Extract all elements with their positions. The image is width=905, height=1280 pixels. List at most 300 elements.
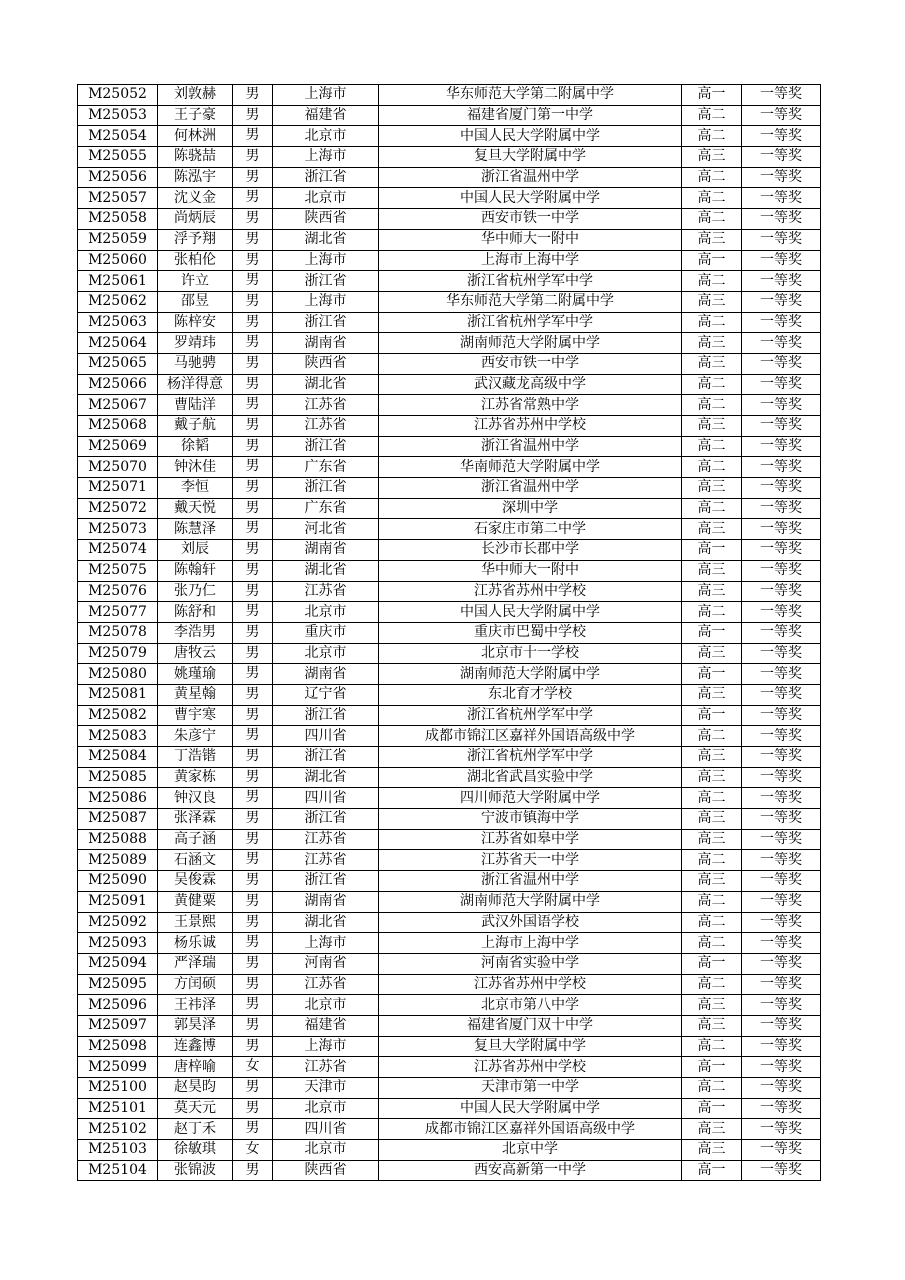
grade-cell: 高二 [682,850,742,871]
province-cell: 北京市 [273,126,379,147]
student-name-cell: 张乃仁 [158,581,233,602]
table-row [78,1057,821,1078]
table-row [78,374,821,395]
award-cell: 一等奖 [742,540,821,561]
gender-cell: 男 [233,581,273,602]
award-cell: 一等奖 [742,1119,821,1140]
gender-cell: 男 [233,291,273,312]
grade-cell: 高三 [682,1015,742,1036]
contestant-id-cell: M25098 [78,1036,158,1057]
grade-cell: 高一 [682,1098,742,1119]
table-row [78,291,821,312]
province-cell: 江苏省 [273,416,379,437]
award-cell: 一等奖 [742,105,821,126]
student-name-cell: 陈骁喆 [158,147,233,168]
province-cell: 辽宁省 [273,684,379,705]
student-name-cell: 石涵文 [158,850,233,871]
award-cell: 一等奖 [742,622,821,643]
award-cell: 一等奖 [742,353,821,374]
school-cell: 西安高新第一中学 [379,1160,682,1181]
province-cell: 广东省 [273,457,379,478]
province-cell: 江苏省 [273,850,379,871]
table-row [78,705,821,726]
award-cell: 一等奖 [742,560,821,581]
student-name-cell: 莫天元 [158,1098,233,1119]
student-name-cell: 陈泓宇 [158,167,233,188]
award-cell: 一等奖 [742,209,821,230]
contestant-id-cell: M25082 [78,705,158,726]
contestant-id-cell: M25073 [78,519,158,540]
province-cell: 河北省 [273,519,379,540]
gender-cell: 男 [233,643,273,664]
student-name-cell: 唐牧云 [158,643,233,664]
award-cell: 一等奖 [742,850,821,871]
award-cell: 一等奖 [742,809,821,830]
contestant-id-cell: M25094 [78,953,158,974]
school-cell: 江苏省苏州中学校 [379,1057,682,1078]
student-name-cell: 赵昊昀 [158,1078,233,1099]
table-row [78,478,821,499]
school-cell: 西安市铁一中学 [379,209,682,230]
gender-cell: 男 [233,250,273,271]
gender-cell: 男 [233,705,273,726]
province-cell: 江苏省 [273,829,379,850]
school-cell: 湖北省武昌实验中学 [379,767,682,788]
gender-cell: 男 [233,767,273,788]
school-cell: 西安市铁一中学 [379,353,682,374]
table-row [78,912,821,933]
award-cell: 一等奖 [742,291,821,312]
award-cell: 一等奖 [742,333,821,354]
contestant-id-cell: M25086 [78,788,158,809]
contestant-id-cell: M25061 [78,271,158,292]
school-cell: 重庆市巴蜀中学校 [379,622,682,643]
table-row [78,519,821,540]
gender-cell: 男 [233,478,273,499]
table-row [78,1140,821,1161]
province-cell: 重庆市 [273,622,379,643]
grade-cell: 高三 [682,291,742,312]
table-row [78,933,821,954]
school-cell: 成都市锦江区嘉祥外国语高级中学 [379,726,682,747]
table-row [78,850,821,871]
grade-cell: 高一 [682,1160,742,1181]
province-cell: 江苏省 [273,581,379,602]
school-cell: 北京市十一学校 [379,643,682,664]
gender-cell: 男 [233,416,273,437]
award-cell: 一等奖 [742,147,821,168]
gender-cell: 男 [233,188,273,209]
gender-cell: 男 [233,353,273,374]
table-row [78,1036,821,1057]
contestant-id-cell: M25093 [78,933,158,954]
contestant-id-cell: M25084 [78,747,158,768]
table-row [78,85,821,106]
award-cell: 一等奖 [742,684,821,705]
grade-cell: 高一 [682,85,742,106]
gender-cell: 男 [233,850,273,871]
contestant-id-cell: M25067 [78,395,158,416]
gender-cell: 男 [233,457,273,478]
student-name-cell: 尚炳辰 [158,209,233,230]
award-cell: 一等奖 [742,312,821,333]
student-name-cell: 连鑫博 [158,1036,233,1057]
school-cell: 中国人民大学附属中学 [379,188,682,209]
award-cell: 一等奖 [742,436,821,457]
award-cell: 一等奖 [742,1078,821,1099]
contestant-id-cell: M25079 [78,643,158,664]
table-row [78,271,821,292]
award-cell: 一等奖 [742,726,821,747]
grade-cell: 高二 [682,209,742,230]
student-name-cell: 杨乐诚 [158,933,233,954]
gender-cell: 男 [233,1160,273,1181]
school-cell: 福建省厦门双十中学 [379,1015,682,1036]
table-row [78,395,821,416]
contestant-id-cell: M25074 [78,540,158,561]
table-row [78,1015,821,1036]
province-cell: 福建省 [273,105,379,126]
award-cell: 一等奖 [742,250,821,271]
award-cell: 一等奖 [742,1057,821,1078]
grade-cell: 高三 [682,809,742,830]
school-cell: 成都市锦江区嘉祥外国语高级中学 [379,1119,682,1140]
grade-cell: 高二 [682,1078,742,1099]
grade-cell: 高三 [682,478,742,499]
contestant-id-cell: M25070 [78,457,158,478]
gender-cell: 男 [233,271,273,292]
school-cell: 深圳中学 [379,498,682,519]
province-cell: 上海市 [273,250,379,271]
table-row [78,229,821,250]
school-cell: 江苏省苏州中学校 [379,416,682,437]
student-name-cell: 黄健粟 [158,891,233,912]
student-name-cell: 刘敦赫 [158,85,233,106]
table-row [78,188,821,209]
award-cell: 一等奖 [742,478,821,499]
student-name-cell: 陈舒和 [158,602,233,623]
award-cell: 一等奖 [742,953,821,974]
student-name-cell: 黄星翰 [158,684,233,705]
contestant-id-cell: M25054 [78,126,158,147]
contestant-id-cell: M25085 [78,767,158,788]
grade-cell: 高一 [682,953,742,974]
table-row [78,602,821,623]
award-cell: 一等奖 [742,188,821,209]
student-name-cell: 朱彦宁 [158,726,233,747]
gender-cell: 男 [233,333,273,354]
grade-cell: 高三 [682,871,742,892]
award-table [77,84,821,1181]
school-cell: 复旦大学附属中学 [379,147,682,168]
gender-cell: 男 [233,602,273,623]
province-cell: 湖南省 [273,891,379,912]
student-name-cell: 戴天悦 [158,498,233,519]
student-name-cell: 李浩男 [158,622,233,643]
school-cell: 四川师范大学附属中学 [379,788,682,809]
award-cell: 一等奖 [742,229,821,250]
award-cell: 一等奖 [742,664,821,685]
grade-cell: 高二 [682,457,742,478]
school-cell: 浙江省杭州学军中学 [379,271,682,292]
school-cell: 河南省实验中学 [379,953,682,974]
contestant-id-cell: M25062 [78,291,158,312]
contestant-id-cell: M25052 [78,85,158,106]
gender-cell: 男 [233,933,273,954]
school-cell: 中国人民大学附属中学 [379,1098,682,1119]
province-cell: 浙江省 [273,436,379,457]
gender-cell: 男 [233,498,273,519]
province-cell: 浙江省 [273,705,379,726]
student-name-cell: 何林洲 [158,126,233,147]
student-name-cell: 姚瑾瑜 [158,664,233,685]
province-cell: 陕西省 [273,1160,379,1181]
table-row [78,105,821,126]
gender-cell: 男 [233,395,273,416]
province-cell: 四川省 [273,726,379,747]
school-cell: 石家庄市第二中学 [379,519,682,540]
grade-cell: 高一 [682,250,742,271]
grade-cell: 高三 [682,147,742,168]
grade-cell: 高二 [682,126,742,147]
province-cell: 北京市 [273,602,379,623]
gender-cell: 男 [233,147,273,168]
grade-cell: 高二 [682,891,742,912]
contestant-id-cell: M25058 [78,209,158,230]
table-row [78,457,821,478]
province-cell: 湖北省 [273,229,379,250]
contestant-id-cell: M25102 [78,1119,158,1140]
student-name-cell: 沈义金 [158,188,233,209]
province-cell: 江苏省 [273,974,379,995]
contestant-id-cell: M25069 [78,436,158,457]
province-cell: 四川省 [273,788,379,809]
table-row [78,1098,821,1119]
gender-cell: 男 [233,912,273,933]
student-name-cell: 王子豪 [158,105,233,126]
province-cell: 湖北省 [273,767,379,788]
grade-cell: 高三 [682,1119,742,1140]
gender-cell: 男 [233,209,273,230]
contestant-id-cell: M25075 [78,560,158,581]
award-cell: 一等奖 [742,1098,821,1119]
gender-cell: 男 [233,829,273,850]
gender-cell: 男 [233,891,273,912]
grade-cell: 高三 [682,519,742,540]
school-cell: 北京市第八中学 [379,995,682,1016]
grade-cell: 高二 [682,974,742,995]
contestant-id-cell: M25101 [78,1098,158,1119]
contestant-id-cell: M25077 [78,602,158,623]
student-name-cell: 浮予翔 [158,229,233,250]
award-cell: 一等奖 [742,581,821,602]
contestant-id-cell: M25071 [78,478,158,499]
province-cell: 北京市 [273,1098,379,1119]
grade-cell: 高三 [682,684,742,705]
student-name-cell: 陈慧泽 [158,519,233,540]
table-row [78,312,821,333]
grade-cell: 高二 [682,912,742,933]
school-cell: 中国人民大学附属中学 [379,602,682,623]
school-cell: 江苏省天一中学 [379,850,682,871]
school-cell: 浙江省杭州学军中学 [379,705,682,726]
table-row [78,747,821,768]
school-cell: 宁波市镇海中学 [379,809,682,830]
grade-cell: 高三 [682,560,742,581]
table-row [78,974,821,995]
award-cell: 一等奖 [742,891,821,912]
province-cell: 浙江省 [273,809,379,830]
award-cell: 一等奖 [742,871,821,892]
grade-cell: 高一 [682,705,742,726]
school-cell: 浙江省温州中学 [379,167,682,188]
school-cell: 江苏省苏州中学校 [379,974,682,995]
award-cell: 一等奖 [742,126,821,147]
award-cell: 一等奖 [742,271,821,292]
table-body [78,85,821,1181]
table-row [78,147,821,168]
table-row [78,829,821,850]
student-name-cell: 刘辰 [158,540,233,561]
gender-cell: 男 [233,622,273,643]
contestant-id-cell: M25095 [78,974,158,995]
province-cell: 上海市 [273,933,379,954]
school-cell: 天津市第一中学 [379,1078,682,1099]
student-name-cell: 徐敏琪 [158,1140,233,1161]
grade-cell: 高三 [682,353,742,374]
grade-cell: 高二 [682,1036,742,1057]
province-cell: 广东省 [273,498,379,519]
province-cell: 湖南省 [273,333,379,354]
province-cell: 浙江省 [273,478,379,499]
gender-cell: 男 [233,788,273,809]
table-row [78,436,821,457]
contestant-id-cell: M25063 [78,312,158,333]
student-name-cell: 徐韬 [158,436,233,457]
school-cell: 福建省厦门第一中学 [379,105,682,126]
school-cell: 华中师大一附中 [379,560,682,581]
province-cell: 北京市 [273,995,379,1016]
table-row [78,581,821,602]
table-row [78,788,821,809]
province-cell: 湖南省 [273,664,379,685]
school-cell: 上海市上海中学 [379,250,682,271]
contestant-id-cell: M25100 [78,1078,158,1099]
table-row [78,540,821,561]
grade-cell: 高三 [682,995,742,1016]
school-cell: 江苏省苏州中学校 [379,581,682,602]
grade-cell: 高二 [682,188,742,209]
gender-cell: 男 [233,809,273,830]
contestant-id-cell: M25053 [78,105,158,126]
table-row [78,664,821,685]
school-cell: 武汉藏龙高级中学 [379,374,682,395]
province-cell: 河南省 [273,953,379,974]
gender-cell: 男 [233,747,273,768]
table-row [78,126,821,147]
table-row [78,953,821,974]
gender-cell: 男 [233,436,273,457]
gender-cell: 男 [233,726,273,747]
province-cell: 浙江省 [273,271,379,292]
grade-cell: 高二 [682,312,742,333]
province-cell: 浙江省 [273,747,379,768]
gender-cell: 男 [233,1119,273,1140]
award-cell: 一等奖 [742,1036,821,1057]
school-cell: 浙江省温州中学 [379,478,682,499]
school-cell: 东北育才学校 [379,684,682,705]
gender-cell: 男 [233,1098,273,1119]
table-row [78,353,821,374]
grade-cell: 高二 [682,436,742,457]
province-cell: 湖北省 [273,374,379,395]
gender-cell: 男 [233,126,273,147]
student-name-cell: 张泽霖 [158,809,233,830]
contestant-id-cell: M25092 [78,912,158,933]
table-row [78,1160,821,1181]
table-row [78,167,821,188]
grade-cell: 高一 [682,540,742,561]
province-cell: 天津市 [273,1078,379,1099]
award-cell: 一等奖 [742,705,821,726]
contestant-id-cell: M25099 [78,1057,158,1078]
table-row [78,643,821,664]
student-name-cell: 马驰骋 [158,353,233,374]
grade-cell: 高三 [682,416,742,437]
contestant-id-cell: M25055 [78,147,158,168]
contestant-id-cell: M25090 [78,871,158,892]
award-cell: 一等奖 [742,457,821,478]
school-cell: 湖南师范大学附属中学 [379,891,682,912]
contestant-id-cell: M25080 [78,664,158,685]
gender-cell: 男 [233,664,273,685]
grade-cell: 高二 [682,167,742,188]
province-cell: 上海市 [273,291,379,312]
gender-cell: 男 [233,995,273,1016]
table-row [78,891,821,912]
contestant-id-cell: M25068 [78,416,158,437]
contestant-id-cell: M25060 [78,250,158,271]
contestant-id-cell: M25104 [78,1160,158,1181]
student-name-cell: 王景熙 [158,912,233,933]
gender-cell: 男 [233,519,273,540]
table-row [78,333,821,354]
school-cell: 长沙市长郡中学 [379,540,682,561]
province-cell: 江苏省 [273,1057,379,1078]
province-cell: 上海市 [273,1036,379,1057]
school-cell: 浙江省温州中学 [379,871,682,892]
province-cell: 江苏省 [273,395,379,416]
student-name-cell: 吴俊霖 [158,871,233,892]
province-cell: 陕西省 [273,209,379,230]
grade-cell: 高三 [682,333,742,354]
grade-cell: 高二 [682,271,742,292]
table-row [78,1119,821,1140]
school-cell: 江苏省常熟中学 [379,395,682,416]
gender-cell: 男 [233,871,273,892]
contestant-id-cell: M25066 [78,374,158,395]
contestant-id-cell: M25056 [78,167,158,188]
award-cell: 一等奖 [742,395,821,416]
contestant-id-cell: M25103 [78,1140,158,1161]
table-row [78,871,821,892]
table-row [78,809,821,830]
province-cell: 北京市 [273,1140,379,1161]
contestant-id-cell: M25059 [78,229,158,250]
award-cell: 一等奖 [742,974,821,995]
table-row [78,250,821,271]
province-cell: 四川省 [273,1119,379,1140]
